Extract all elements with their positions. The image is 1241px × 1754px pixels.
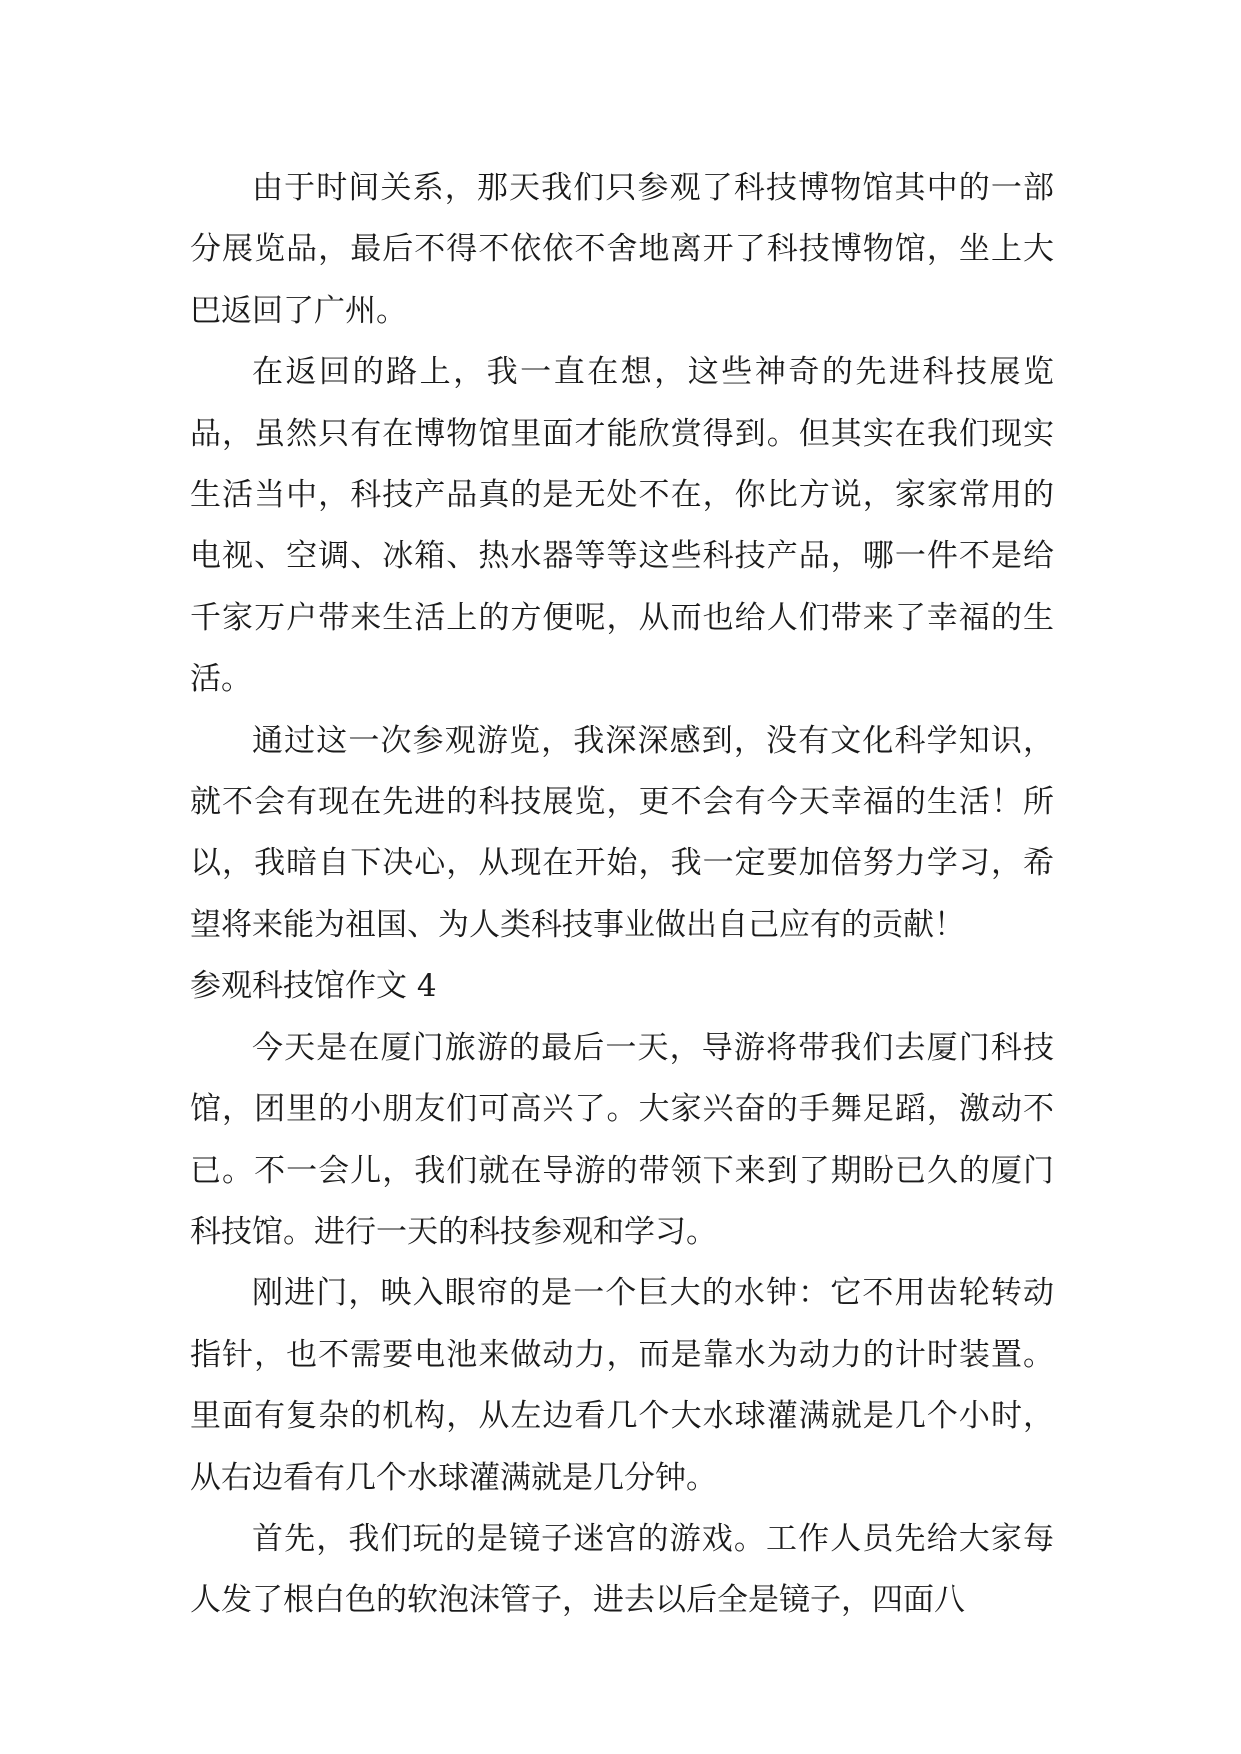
paragraph: 首先，我们玩的是镜子迷宫的游戏。工作人员先给大家每人发了根白色的软泡沫管子，进去以后全是镜子，四面八 xyxy=(190,1520,1054,1619)
paragraph: 通过这一次参观游览，我深深感到，没有文化科学知识，就不会有现在先进的科技展览，更不会有今天幸福的生活！所以，我暗自下决心，从现在开始，我一定要加倍努力学习，希望将来能为祖国、为人类科技事业做出自己应有的贡献！ xyxy=(190,722,1054,943)
paragraph: 今天是在厦门旅游的最后一天，导游将带我们去厦门科技馆，团里的小朋友们可高兴了。大家兴奋的手舞足蹈，激动不已。不一会儿，我们就在导游的带领下来到了期盼已久的厦门科技馆。进行一天的科技参观和学习。 xyxy=(190,1029,1054,1250)
paragraph: 由于时间关系，那天我们只参观了科技博物馆其中的一部分展览品，最后不得不依依不舍地离开了科技博物馆，坐上大巴返回了广州。 xyxy=(190,170,1054,329)
paragraph: 在返回的路上，我一直在想，这些神奇的先进科技展览品，虽然只有在博物馆里面才能欣赏得到。但其实在我们现实生活当中，科技产品真的是无处不在，你比方说，家家常用的电视、空调、冰箱、热水器等等这些科技产品，哪一件不是给千家万户带来生活上的方便呢，从而也给人们带来了幸福的生活。 xyxy=(190,354,1054,698)
paragraph: 刚进门，映入眼帘的是一个巨大的水钟：它不用齿轮转动指针，也不需要电池来做动力，而是靠水为动力的计时装置。里面有复杂的机构，从左边看几个大水球灌满就是几个小时，从右边看有几个水球灌满就是几分钟。 xyxy=(190,1275,1054,1496)
section-heading: 参观科技馆作文 4 xyxy=(190,968,437,1005)
document-body xyxy=(190,158,1054,1632)
